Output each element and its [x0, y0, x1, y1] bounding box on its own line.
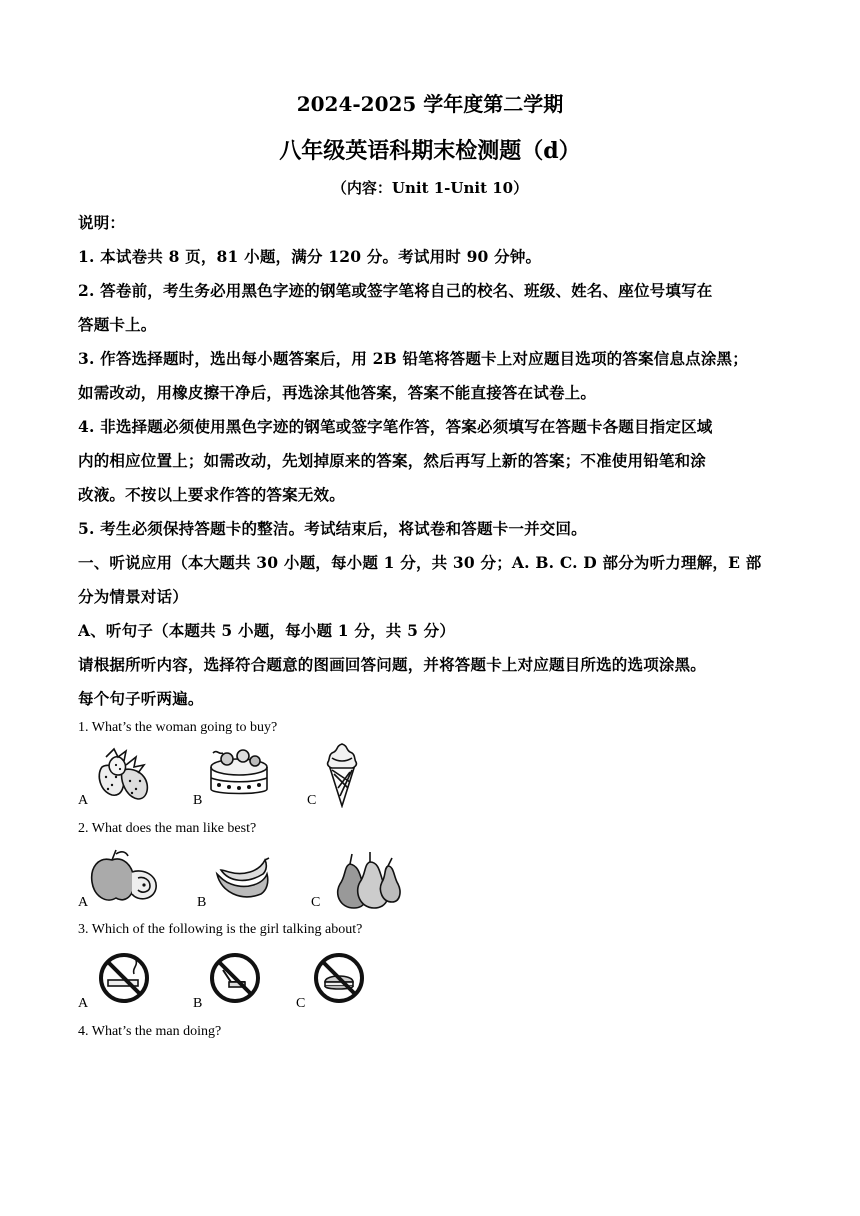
- option-label: B: [193, 996, 203, 1011]
- option-label: A: [78, 895, 89, 910]
- option-label: A: [78, 793, 89, 808]
- exam-title: 八年级英语科期末检测题（d）: [279, 138, 581, 164]
- option-label: C: [311, 895, 321, 910]
- part-a-heading: A、听句子（本题共 5 小题，每小题 1 分，共 5 分）: [78, 621, 456, 640]
- pears-icon: [332, 852, 402, 910]
- question-2: 2. What does the man like best?: [78, 821, 257, 836]
- part-a-directions: 每个句子听两遍。: [78, 689, 204, 708]
- no-eating-icon: [209, 952, 261, 1004]
- cake-icon: [205, 745, 273, 805]
- instruction-line: 如需改动，用橡皮擦干净后，再选涂其他答案，答案不能直接答在试卷上。: [78, 383, 597, 402]
- bananas-icon: [213, 856, 273, 906]
- option-label: B: [197, 895, 207, 910]
- apple-icon: [88, 848, 160, 906]
- instruction-line: 内的相应位置上；如需改动，先划掉原来的答案，然后再写上新的答案；不准使用铅笔和涂: [78, 451, 707, 470]
- question-1: 1. What’s the woman going to buy?: [78, 720, 278, 735]
- instruction-line: 1. 本试卷共 8 页，81 小题，满分 120 分。考试用时 90 分钟。: [78, 247, 542, 266]
- part-a-directions: 请根据所听内容，选择符合题意的图画回答问题，并将答题卡上对应题目所选的选项涂黑。: [78, 655, 707, 674]
- instructions-heading: 说明：: [78, 213, 126, 232]
- option-label: C: [296, 996, 306, 1011]
- instruction-line: 3. 作答选择题时，选出每小题答案后，用 2B 铅笔将答题卡上对应题目选项的答案信息点涂黑；: [78, 349, 748, 368]
- question-4: 4. What’s the man doing?: [78, 1024, 222, 1039]
- term-title: 2024-2025 学年度第二学期: [296, 92, 564, 116]
- question-3: 3. Which of the following is the girl talking about?: [78, 922, 363, 937]
- instruction-line: 5. 考生必须保持答题卡的整洁。考试结束后，将试卷和答题卡一并交回。: [78, 519, 587, 538]
- instruction-line: 答题卡上。: [78, 315, 157, 334]
- option-label: B: [193, 793, 203, 808]
- exam-scope: （内容：Unit 1-Unit 10）: [331, 179, 529, 197]
- ice-cream-icon: [322, 742, 362, 808]
- no-food-icon: [313, 952, 365, 1004]
- no-smoking-icon: [98, 952, 150, 1004]
- instruction-line: 改液。不按以上要求作答的答案无效。: [78, 485, 345, 504]
- instruction-line: 2. 答卷前，考生务必用黑色字迹的钢笔或签字笔将自己的校名、班级、姓名、座位号填写在: [78, 281, 713, 300]
- section-one-heading-cont: 分为情景对话）: [78, 587, 188, 606]
- section-one-heading: 一、听说应用（本大题共 30 小题，每小题 1 分，共 30 分；A. B. C. D 部分为听力理解，E 部: [78, 553, 762, 572]
- option-label: C: [307, 793, 317, 808]
- strawberries-icon: [92, 745, 154, 805]
- instruction-line: 4. 非选择题必须使用黑色字迹的钢笔或签字笔作答，答案必须填写在答题卡各题目指定区域: [78, 417, 713, 436]
- option-label: A: [78, 996, 89, 1011]
